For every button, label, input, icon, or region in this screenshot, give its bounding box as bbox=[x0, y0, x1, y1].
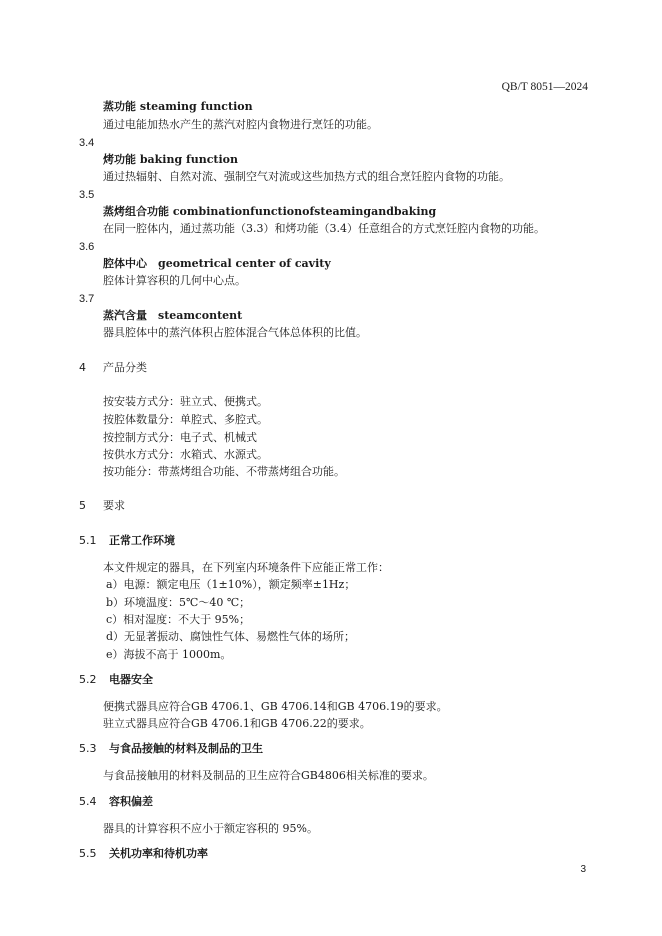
classification-item: 按腔体数量分：单腔式、多腔式。 bbox=[103, 413, 268, 426]
term-cavity-center: 腔体中心 geometrical center of cavity bbox=[103, 257, 331, 270]
classification-item: 按控制方式分：电子式、机械式 bbox=[103, 431, 257, 444]
electrical-safety-line: 便携式器具应符合GB 4706.1、GB 4706.14和GB 4706.19的要求。 bbox=[103, 700, 448, 713]
definition-steaming-function: 通过电能加热水产生的蒸汽对腔内食物进行烹饪的功能。 bbox=[103, 118, 378, 131]
subsection-5-4-heading bbox=[79, 795, 153, 809]
subsection-5-3-number: 5.3 bbox=[79, 742, 97, 755]
classification-item: 按供水方式分：水箱式、水源式。 bbox=[103, 448, 268, 461]
food-contact-text: 与食品接触用的材料及制品的卫生应符合GB4806相关标准的要求。 bbox=[103, 769, 434, 782]
electrical-safety-line: 驻立式器具应符合GB 4706.1和GB 4706.22的要求。 bbox=[103, 717, 371, 730]
term-steaming-function: 蒸功能 steaming function bbox=[103, 100, 253, 113]
term-number-3-7: 3.7 bbox=[79, 293, 95, 305]
definition-combination-function: 在同一腔体内，通过蒸功能（3.3）和烤功能（3.4）任意组合的方式烹饪腔内食物的功能。 bbox=[103, 222, 545, 235]
subsection-5-1-heading bbox=[79, 534, 175, 548]
environment-item: d）无显著振动、腐蚀性气体、易燃性气体的场所； bbox=[106, 630, 356, 643]
term-number-3-4: 3.4 bbox=[79, 137, 95, 149]
subsection-5-4-title: 容积偏差 bbox=[109, 795, 153, 808]
environment-intro: 本文件规定的器具，在下列室内环境条件下应能正常工作： bbox=[103, 561, 389, 574]
subsection-5-4-number: 5.4 bbox=[79, 795, 97, 808]
subsection-5-3-heading bbox=[79, 742, 263, 756]
term-number-3-6: 3.6 bbox=[79, 241, 95, 253]
classification-item: 按功能分：带蒸烤组合功能、不带蒸烤组合功能。 bbox=[103, 465, 345, 478]
term-baking-function: 烤功能 baking function bbox=[103, 153, 238, 166]
classification-item: 按安装方式分：驻立式、便携式。 bbox=[103, 395, 268, 408]
section-5-title: 要求 bbox=[103, 499, 125, 512]
environment-item: e）海拔不高于 1000m。 bbox=[106, 648, 232, 661]
volume-deviation-text: 器具的计算容积不应小于额定容积的 95%。 bbox=[103, 822, 318, 835]
subsection-5-1-number: 5.1 bbox=[79, 534, 97, 547]
environment-item: a）电源：额定电压（1±10%），额定频率±1Hz； bbox=[106, 578, 356, 591]
subsection-5-1-title: 正常工作环境 bbox=[109, 534, 175, 547]
subsection-5-5-number: 5.5 bbox=[79, 847, 97, 860]
section-4-number: 4 bbox=[79, 361, 86, 374]
environment-item: b）环境温度：5℃～40 ℃； bbox=[106, 596, 251, 609]
section-5-heading bbox=[79, 499, 125, 513]
standard-id: QB/T 8051—2024 bbox=[501, 81, 588, 93]
term-number-3-5: 3.5 bbox=[79, 189, 95, 201]
subsection-5-3-title: 与食品接触的材料及制品的卫生 bbox=[109, 742, 263, 755]
subsection-5-5-title: 关机功率和待机功率 bbox=[109, 847, 208, 860]
subsection-5-2-title: 电器安全 bbox=[109, 673, 153, 686]
subsection-5-2-heading bbox=[79, 673, 153, 687]
definition-cavity-center: 腔体计算容积的几何中心点。 bbox=[103, 274, 246, 287]
definition-baking-function: 通过热辐射、自然对流、强制空气对流或这些加热方式的组合烹饪腔内食物的功能。 bbox=[103, 170, 510, 183]
term-combination-function: 蒸烤组合功能 combinationfunctionofsteamingandbaking bbox=[103, 205, 437, 218]
subsection-5-5-heading bbox=[79, 847, 208, 861]
subsection-5-2-number: 5.2 bbox=[79, 673, 97, 686]
section-5-number: 5 bbox=[79, 499, 86, 512]
section-4-heading bbox=[79, 361, 147, 375]
definition-steam-content: 器具腔体中的蒸汽体积占腔体混合气体总体积的比值。 bbox=[103, 326, 367, 339]
page-number: 3 bbox=[580, 864, 586, 875]
environment-item: c）相对湿度：不大于 95%； bbox=[106, 613, 251, 626]
section-4-title: 产品分类 bbox=[103, 361, 147, 374]
term-steam-content: 蒸汽含量 steamcontent bbox=[103, 309, 243, 322]
